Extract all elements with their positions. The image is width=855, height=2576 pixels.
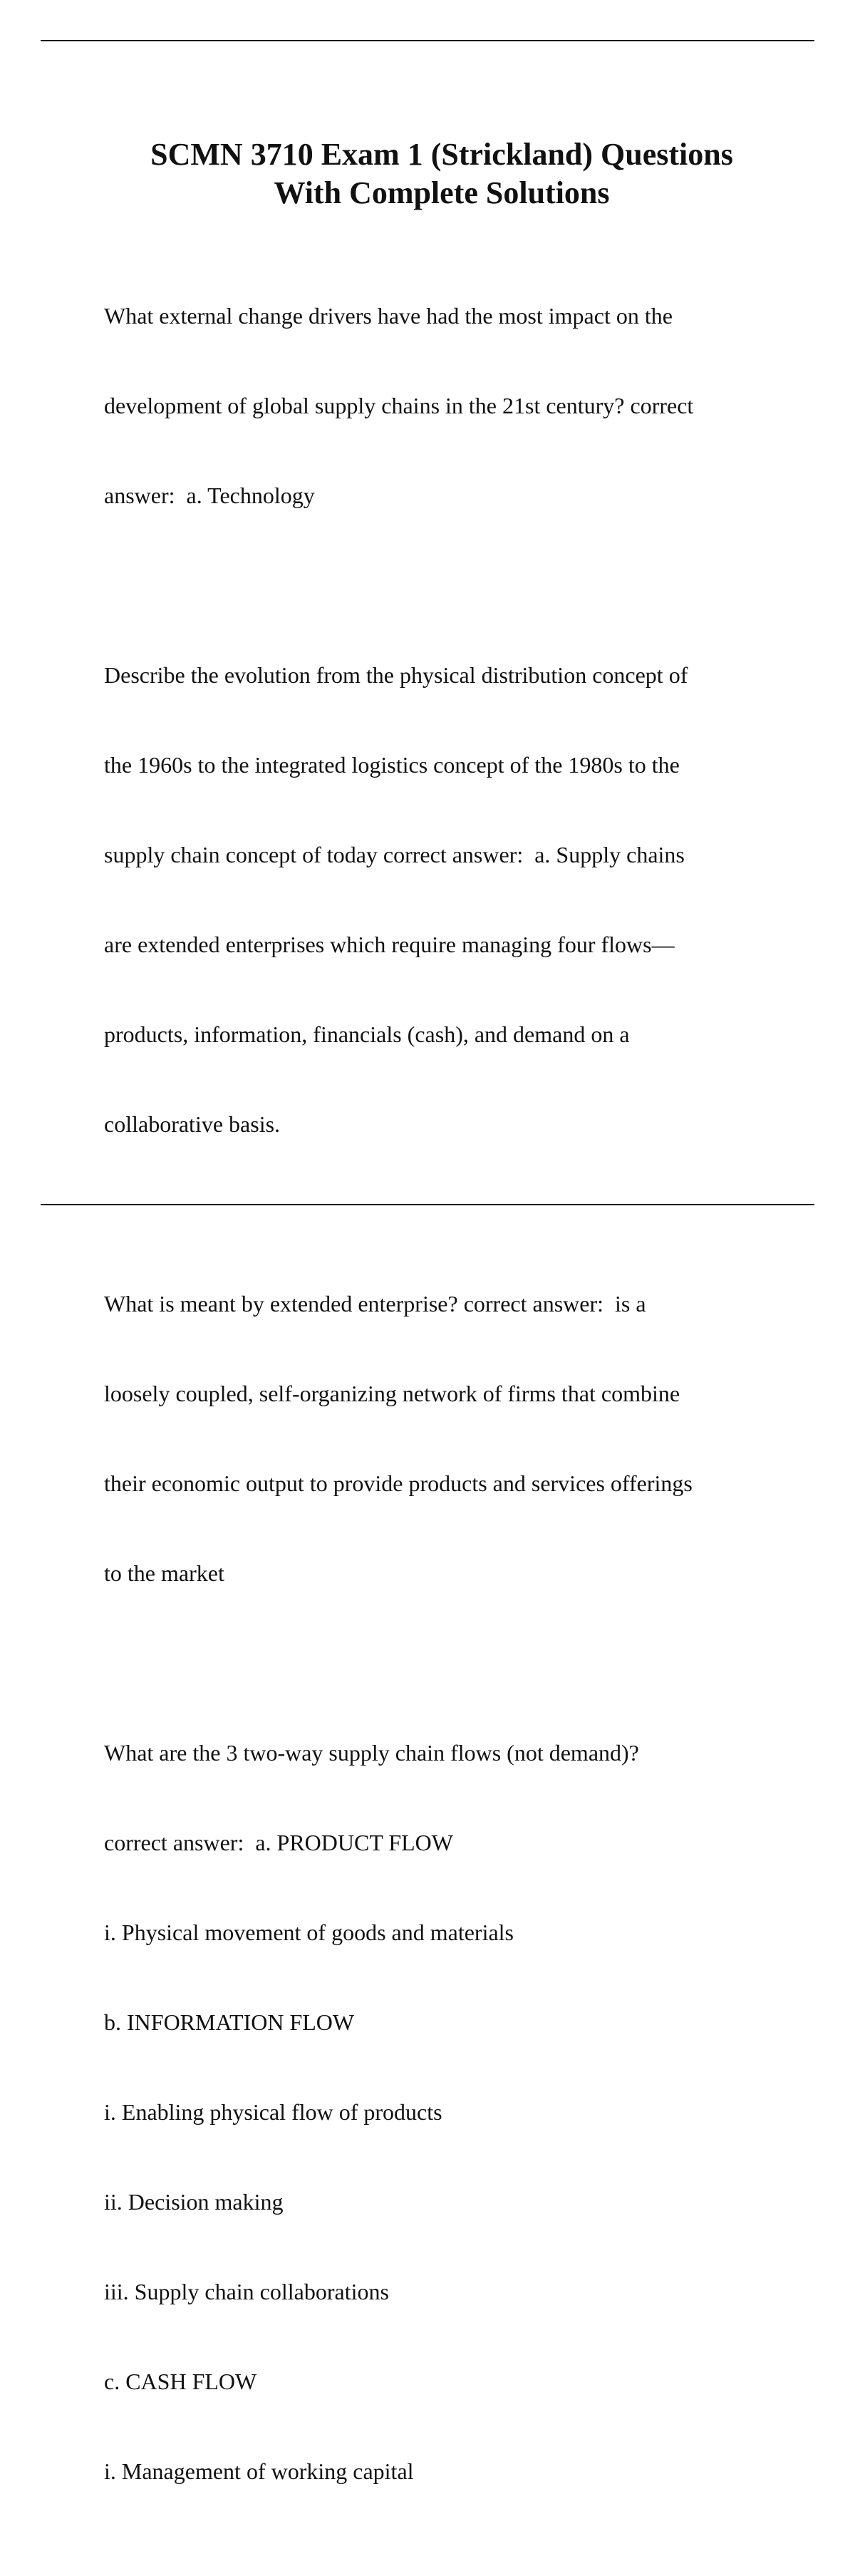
text-line: are extended enterprises which require managing four flows— xyxy=(104,932,675,957)
document-body xyxy=(104,241,788,2576)
text-line: iii. Supply chain collaborations xyxy=(104,2279,389,2304)
text-line: loosely coupled, self-organizing network of firms that combine xyxy=(104,1381,680,1406)
text-line: answer: a. Technology xyxy=(104,483,315,508)
text-line: c. CASH FLOW xyxy=(104,2369,257,2394)
text-line: products, information, financials (cash), and demand on a xyxy=(104,1021,630,1047)
text-line: to the market xyxy=(104,1560,224,1586)
text-line: ii. Decision making xyxy=(104,2189,284,2215)
text-line: What is meant by extended enterprise? correct answer: is a xyxy=(104,1291,646,1317)
qa-block xyxy=(104,241,788,570)
top-divider xyxy=(41,40,814,41)
text-line: What external change drivers have had the most impact on the xyxy=(104,303,673,329)
title-line: SCMN 3710 Exam 1 (Strickland) Questions xyxy=(150,137,733,172)
text-line: development of global supply chains in the 21st century? correct xyxy=(104,393,694,418)
text-line: correct answer: a. PRODUCT FLOW xyxy=(104,1830,453,1855)
text-line: collaborative basis. xyxy=(104,1111,281,1137)
text-line: the 1960s to the integrated logistics concept of the 1980s to the xyxy=(104,752,680,778)
qa-block xyxy=(104,1678,788,2546)
text-line: b. INFORMATION FLOW xyxy=(104,2009,355,2035)
document-title xyxy=(43,135,841,212)
title-line: With Complete Solutions xyxy=(274,175,610,210)
text-line: supply chain concept of today correct answer: a. Supply chains xyxy=(104,842,685,867)
bottom-divider xyxy=(41,1204,814,1205)
text-line: their economic output to provide products and services offerings xyxy=(104,1470,693,1496)
text-line: What are the 3 two-way supply chain flows (not demand)? xyxy=(104,1740,639,1766)
text-line: i. Management of working capital xyxy=(104,2458,414,2484)
qa-block xyxy=(104,1229,788,1648)
text-line: Describe the evolution from the physical distribution concept of xyxy=(104,662,688,688)
text-line: i. Physical movement of goods and materials xyxy=(104,1920,514,1945)
qa-block xyxy=(104,600,788,1199)
text-line: i. Enabling physical flow of products xyxy=(104,2099,442,2125)
